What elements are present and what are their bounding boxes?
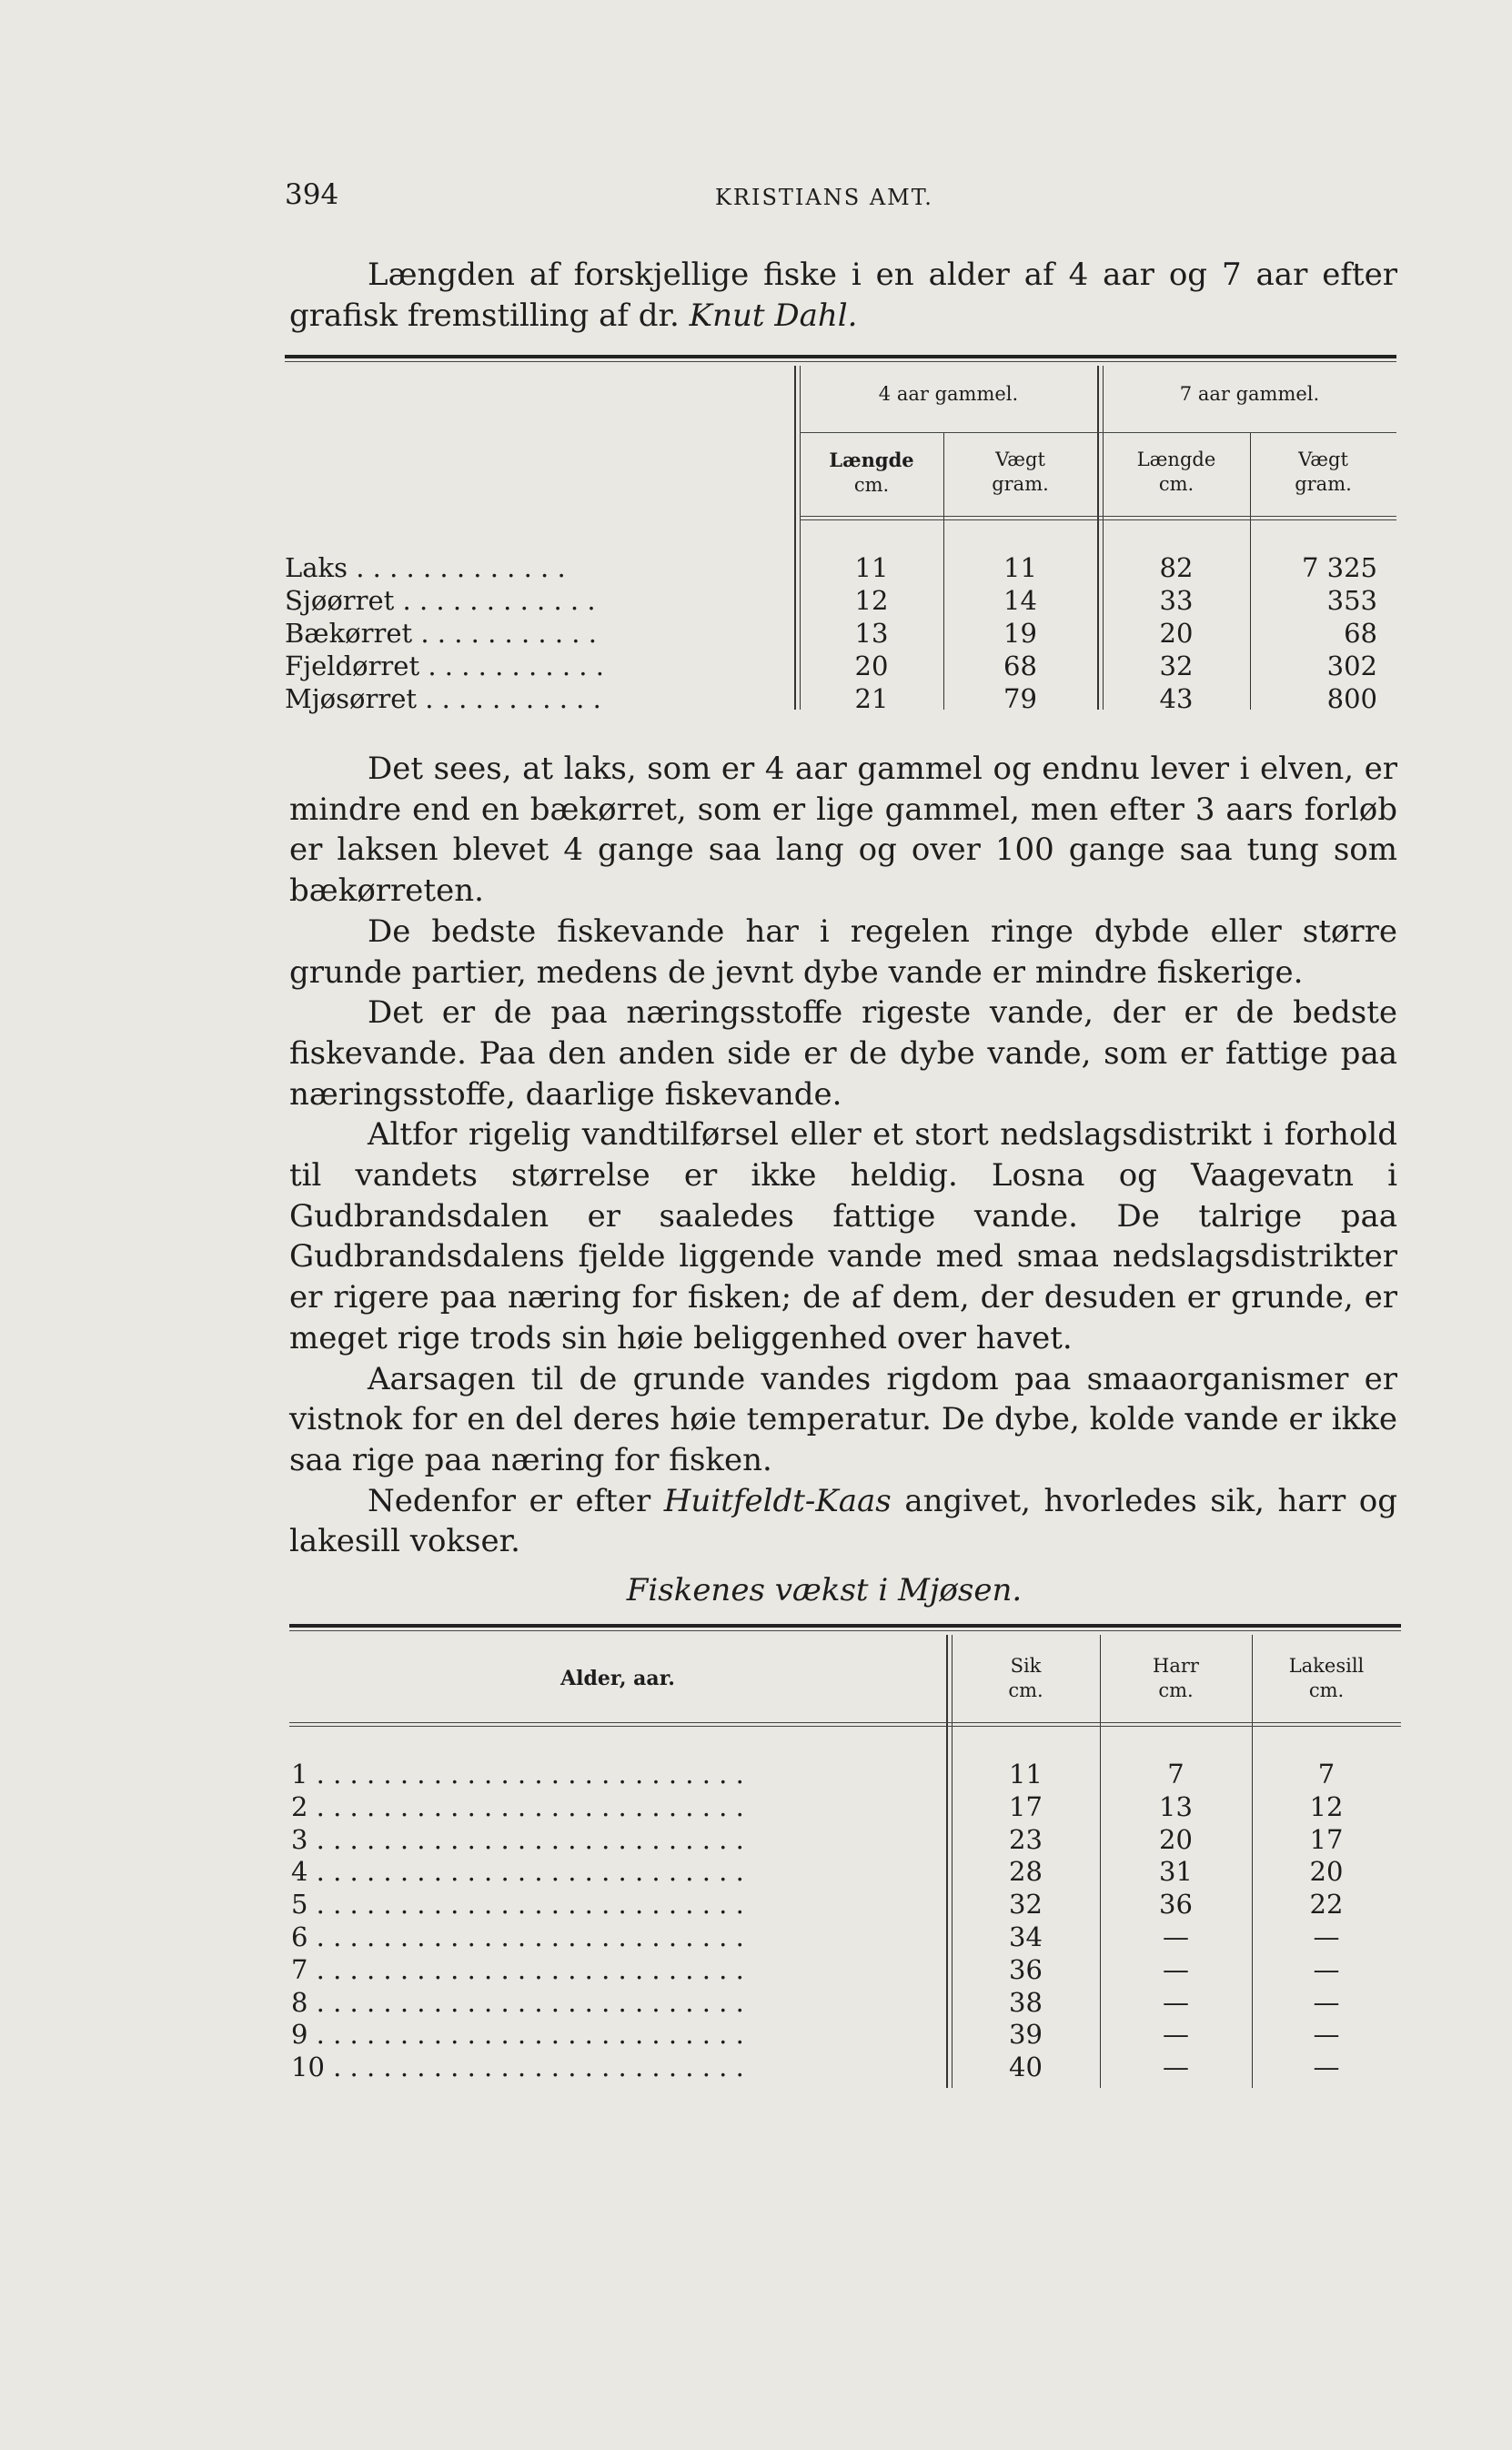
row-label: Laks . . . . . . . . . . . . .	[285, 552, 566, 583]
cell: —	[1313, 2019, 1340, 2051]
cell: —	[1313, 2052, 1340, 2083]
header-bottom-rule	[289, 1722, 1401, 1723]
cell: 43	[1159, 683, 1194, 714]
cell: 302	[1326, 650, 1377, 681]
row-label: Sjøørret . . . . . . . . . . . .	[285, 585, 596, 616]
cell: 38	[1009, 1986, 1043, 2018]
paragraph: De bedste fiskevande har i regelen ringe dybde eller større grunde partier, medens de jevnt dybe vande er mindre fiskerige.	[289, 912, 1397, 991]
row-label: 7 . . . . . . . . . . . . . . . . . . . . . . . . . .	[291, 1953, 744, 1985]
cell: 20	[854, 650, 889, 681]
table-title: Fiskenes vækst i Mjøsen.	[626, 1572, 1023, 1608]
group-header-4aar: 4 aar gammel.	[878, 383, 1019, 405]
cell: 353	[1326, 585, 1377, 616]
author-name: Huitfeldt-Kaas	[663, 1482, 892, 1519]
cell: —	[1163, 2052, 1189, 2083]
cell: 39	[1009, 2019, 1043, 2051]
table-top-rule-thin	[285, 361, 1396, 362]
table-top-rule	[285, 355, 1396, 358]
cell: —	[1163, 1986, 1189, 2018]
header-bottom-rule	[800, 519, 1396, 520]
cell: 13	[1159, 1790, 1193, 1822]
header-bottom-rule	[800, 516, 1396, 517]
row-label: 6 . . . . . . . . . . . . . . . . . . . . . . . . . .	[291, 1921, 744, 1952]
paragraph: Det er de paa næringsstoffe rigeste vande, der er de bedste fiskevande. Paa den anden side er de dybe vande, som er fattige paa næringsstoffe, daarlige fiskevande.	[289, 994, 1397, 1113]
subheader-length-7: Længde cm.	[1136, 449, 1216, 495]
cell: 28	[1009, 1856, 1043, 1888]
row-label: Bækørret . . . . . . . . . . .	[285, 618, 597, 649]
cell: 19	[1003, 618, 1037, 649]
cell: 7 325	[1301, 552, 1377, 583]
cell: 36	[1009, 1953, 1043, 1985]
cell: 7	[1317, 1759, 1336, 1790]
header-harr: Harr cm.	[1153, 1655, 1199, 1701]
cell: 11	[1009, 1759, 1043, 1790]
cell: 21	[854, 683, 889, 714]
cell: —	[1313, 1953, 1340, 1985]
cell: 31	[1159, 1856, 1193, 1888]
row-label: Fjeldørret . . . . . . . . . . .	[285, 650, 604, 681]
intro-author: Knut Dahl.	[689, 297, 858, 334]
cell: 82	[1159, 552, 1194, 583]
cell: —	[1163, 1921, 1189, 1952]
column-divider	[1097, 366, 1099, 710]
column-divider	[794, 366, 796, 710]
header-age: Alder, aar.	[560, 1667, 675, 1690]
cell: 79	[1003, 683, 1037, 714]
cell: 40	[1009, 2052, 1043, 2083]
paragraph: Altfor rigelig vandtilførsel eller et stort nedslagsdistrikt i forhold til vandets størrelse er ikke heldig. Losna og Vaagevatn i Gudbrandsdalen er saaledes fattige vande. De talrige paa Gudbrandsdalens fjelde liggende vande med smaa nedslagsdistrikter er rigere paa næring for fisken; de af dem, der desuden er grunde, er meget rige trods sin høie beliggenhed over havet.	[289, 1116, 1397, 1356]
row-label: 1 . . . . . . . . . . . . . . . . . . . . . . . . . .	[291, 1759, 744, 1790]
row-label: 5 . . . . . . . . . . . . . . . . . . . . . . . . . .	[291, 1889, 744, 1921]
cell: —	[1313, 1986, 1340, 2018]
cell: 7	[1167, 1759, 1184, 1790]
growth-table	[289, 1624, 1401, 2088]
row-label: 9 . . . . . . . . . . . . . . . . . . . . . . . . . .	[291, 2019, 744, 2051]
table-top-rule-thin	[289, 1630, 1401, 1631]
page-number: 394	[285, 178, 339, 211]
cell: 12	[854, 585, 889, 616]
row-label: Mjøsørret . . . . . . . . . . .	[285, 683, 601, 714]
length-weight-table	[285, 355, 1396, 719]
subheader-length-4: Længde cm.	[829, 449, 914, 496]
row-label: 2 . . . . . . . . . . . . . . . . . . . . . . . . . .	[291, 1790, 744, 1822]
cell: 33	[1159, 585, 1194, 616]
row-label: 8 . . . . . . . . . . . . . . . . . . . . . . . . . .	[291, 1986, 744, 2018]
intro-text: Længden af forskjellige fiske i en alder af 4 aar og 7 aar efter grafisk fremstilling af dr.	[289, 257, 1397, 334]
group-header-rule	[800, 432, 1396, 433]
subheader-weight-7: Vægt gram.	[1295, 449, 1352, 495]
cell: 32	[1159, 650, 1194, 681]
cell: 800	[1326, 683, 1377, 714]
header-lakesill: Lakesill cm.	[1288, 1655, 1365, 1701]
cell: 36	[1159, 1889, 1193, 1921]
cell: 68	[1344, 618, 1377, 649]
column-divider	[946, 1635, 948, 2088]
cell: —	[1163, 1953, 1189, 1985]
paragraph: Aarsagen til de grunde vandes rigdom paa smaaorganismer er vistnok for en del deres høie temperatur. De dybe, kolde vande er ikke saa rige paa næring for fisken.	[289, 1360, 1397, 1478]
cell: —	[1163, 2019, 1189, 2051]
cell: —	[1313, 1921, 1340, 1952]
cell: 23	[1009, 1823, 1043, 1855]
cell: 14	[1003, 585, 1037, 616]
cell: 17	[1009, 1790, 1043, 1822]
running-head: KRISTIANS AMT.	[715, 185, 933, 210]
cell: 13	[854, 618, 889, 649]
row-label: 10 . . . . . . . . . . . . . . . . . . . . . . . . .	[291, 2052, 744, 2083]
cell: 68	[1003, 650, 1037, 681]
paragraph: Nedenfor er efter Huitfeldt-Kaas angivet, hvorledes sik, harr og lakesill vokser.	[289, 1482, 1397, 1560]
paragraph: Det sees, at laks, som er 4 aar gammel og endnu lever i elven, er mindre end en bækørret, som er lige gammel, men efter 3 aars forløb er laksen blevet 4 gange saa lang og over 100 gange saa tung som bækørreten.	[289, 751, 1397, 910]
cell: 20	[1309, 1856, 1344, 1888]
cell: 11	[1003, 552, 1037, 583]
cell: 34	[1009, 1921, 1043, 1952]
row-label: 4 . . . . . . . . . . . . . . . . . . . . . . . . . .	[291, 1856, 744, 1888]
cell: 22	[1309, 1889, 1344, 1921]
row-label: 3 . . . . . . . . . . . . . . . . . . . . . . . . . .	[291, 1823, 744, 1855]
cell: 20	[1159, 618, 1194, 649]
cell: 11	[854, 552, 889, 583]
table-top-rule	[289, 1624, 1401, 1628]
cell: 12	[1309, 1790, 1344, 1822]
header-bottom-rule	[289, 1726, 1401, 1727]
cell: 20	[1159, 1823, 1193, 1855]
cell: 17	[1309, 1823, 1344, 1855]
cell: 32	[1009, 1889, 1043, 1921]
body-text	[289, 749, 1397, 1562]
intro-paragraph	[289, 255, 1397, 337]
header-sik: Sik cm.	[1008, 1655, 1043, 1701]
subheader-weight-4: Vægt gram.	[992, 449, 1049, 495]
group-header-7aar: 7 aar gammel.	[1179, 383, 1320, 405]
